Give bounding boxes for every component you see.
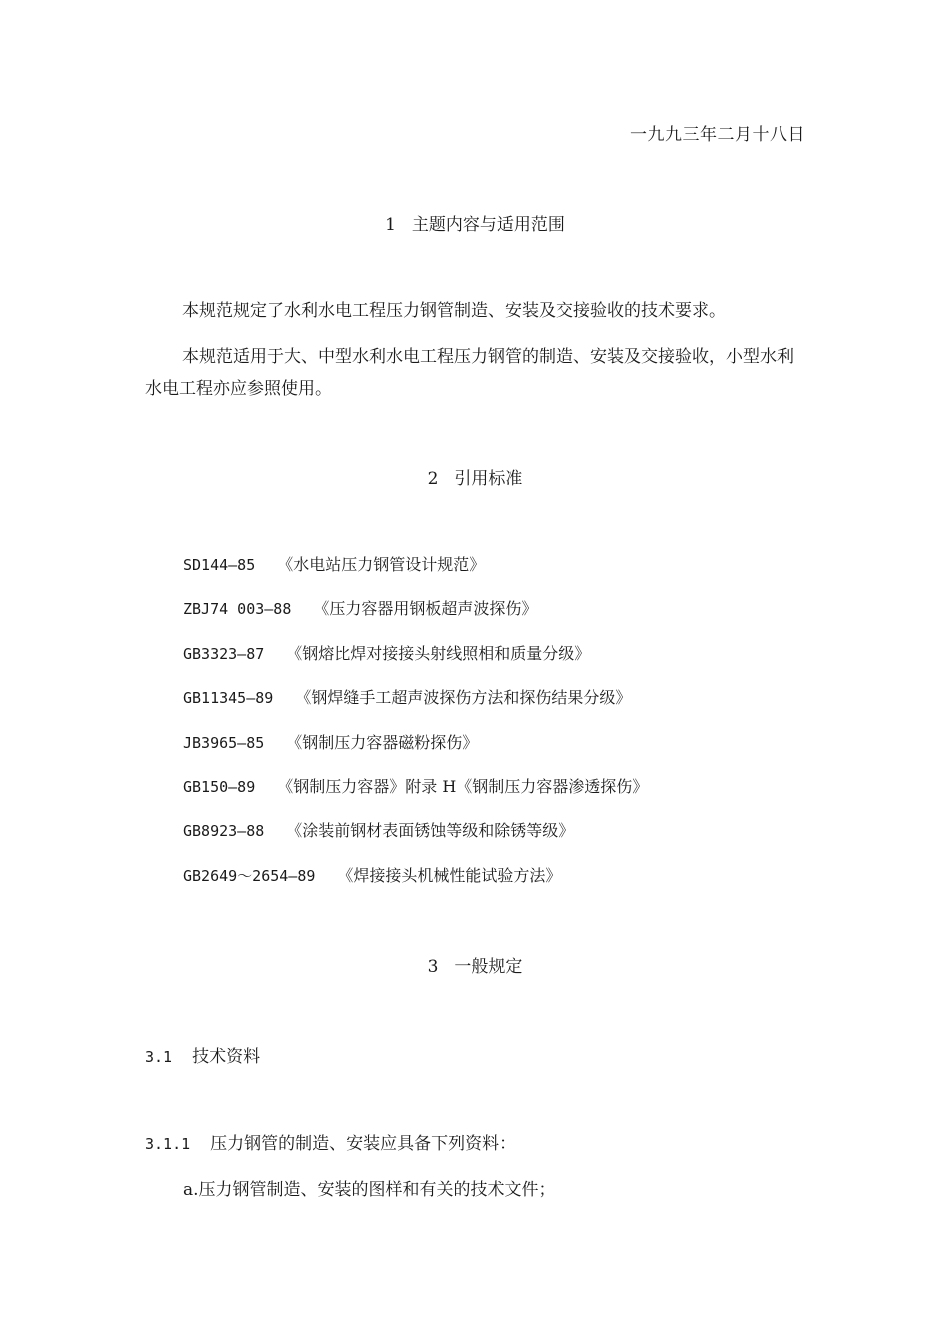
reference-title: 《涂装前钢材表面锈蚀等级和除锈等级》: [286, 821, 575, 841]
section-3-number: 3: [427, 957, 439, 977]
reference-list: [183, 547, 648, 902]
section-1-number: 1: [385, 215, 396, 235]
reference-item: [183, 547, 648, 591]
reference-title: 《钢焊缝手工超声波探伤方法和探伤结果分级》: [295, 688, 632, 708]
reference-item: [183, 680, 648, 724]
subsection-3-1-title: 技术资料: [192, 1047, 261, 1067]
subsection-3-1-number: 3.1: [145, 1048, 173, 1066]
clause-3-1-1: [145, 1129, 516, 1154]
clause-3-1-1-text: 压力钢管的制造、安装应具备下列资料：: [210, 1134, 517, 1154]
reference-item: [183, 591, 648, 635]
section-2-title: 引用标准: [454, 469, 523, 489]
document-date: 一九九三年二月十八日: [630, 125, 805, 145]
reference-code: GB3323—87: [183, 644, 265, 663]
section-3-heading: [0, 952, 950, 977]
section-2-number: 2: [427, 469, 439, 489]
reference-title: 《水电站压力钢管设计规范》: [277, 555, 486, 574]
section-1-heading: [0, 210, 950, 235]
reference-item: [183, 858, 648, 902]
clause-item-a: a.压力钢管制造、安装的图样和有关的技术文件；: [183, 1180, 556, 1200]
reference-code: JB3965—85: [183, 733, 265, 752]
reference-code: GB11345—89: [183, 689, 274, 708]
reference-title: 《压力容器用钢板超声波探伤》: [313, 599, 538, 619]
reference-code: ZBJ74 003—88: [183, 600, 292, 619]
reference-code: GB150—89: [183, 777, 256, 796]
subsection-3-1-heading: [145, 1042, 260, 1067]
clause-3-1-1-number: 3.1.1: [145, 1135, 191, 1153]
section-1-paragraph-2: 本规范适用于大、中型水利水电工程压力钢管的制造、安装及交接验收，小型水利水电工程亦应参照使用。: [145, 347, 794, 399]
reference-title: 《钢制压力容器》附录 H《钢制压力容器渗透探伤》: [277, 776, 649, 796]
section-3-title: 一般规定: [454, 957, 523, 977]
section-1-title: 主题内容与适用范围: [411, 215, 565, 235]
reference-item: [183, 769, 648, 813]
reference-code: GB8923—88: [183, 822, 265, 841]
reference-title: 《钢熔比焊对接接头射线照相和质量分级》: [286, 643, 591, 663]
reference-code: SD144—85: [183, 556, 256, 574]
reference-item: [183, 725, 648, 769]
reference-item: [183, 813, 648, 857]
reference-title: 《焊接接头机械性能试验方法》: [337, 865, 562, 885]
reference-item: [183, 636, 648, 680]
section-2-heading: [0, 464, 950, 489]
reference-title: 《钢制压力容器磁粉探伤》: [286, 732, 479, 752]
reference-code: GB2649～2654—89: [183, 866, 316, 885]
section-1-paragraph-1: 本规范规定了水利水电工程压力钢管制造、安装及交接验收的技术要求。: [182, 301, 726, 321]
